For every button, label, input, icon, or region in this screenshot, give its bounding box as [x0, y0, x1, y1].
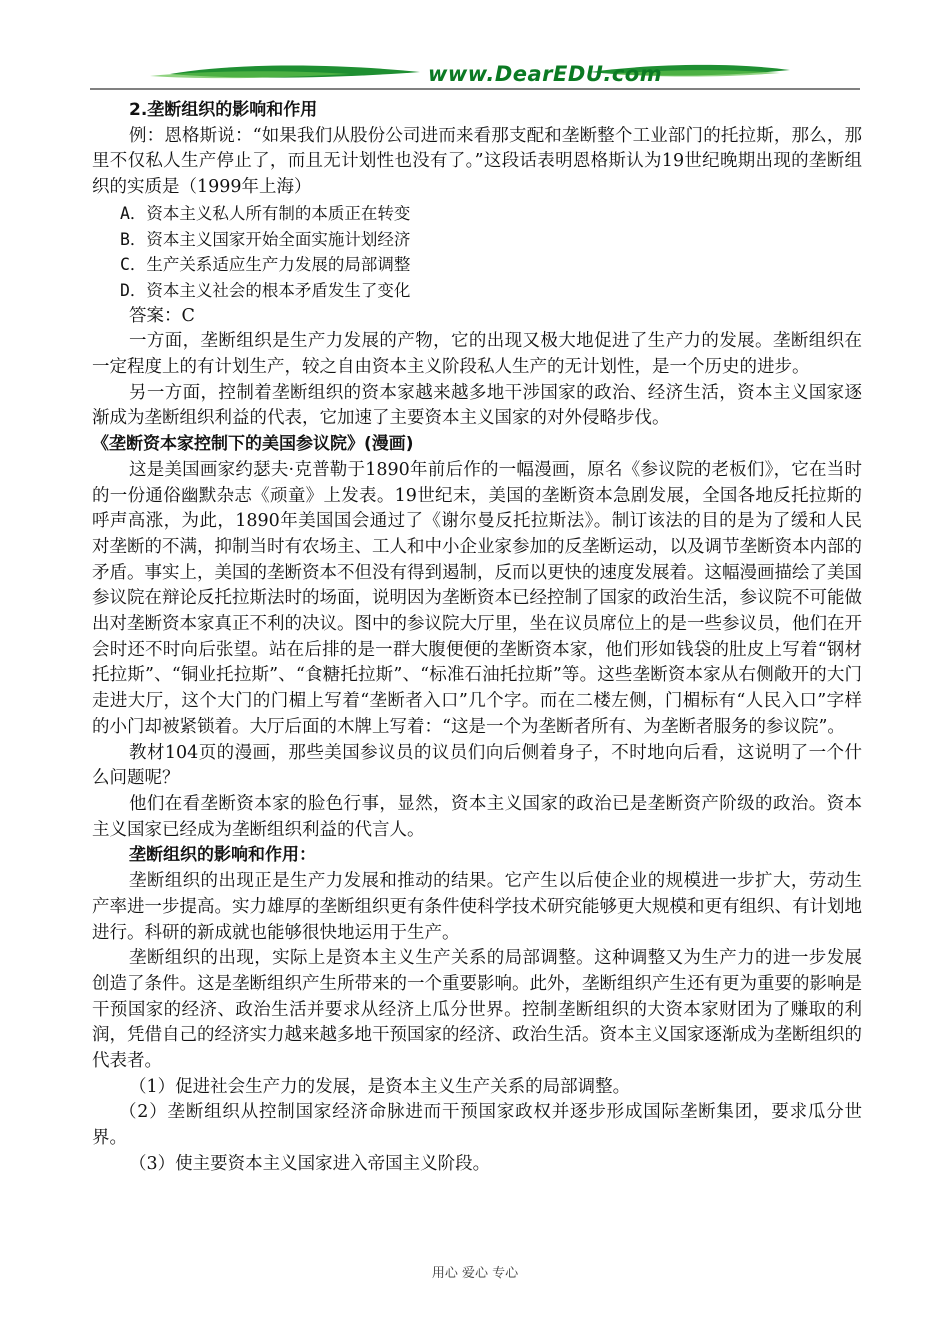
- summary-point-2: （2）垄断组织从控制国家经济命脉进而干预国家政权并逐步形成国际垄断集团，要求瓜分世界。: [92, 1102, 862, 1149]
- summary-point-1: （1）促进社会生产力的发展，是资本主义生产关系的局部调整。: [129, 1076, 631, 1097]
- paragraph-other-side: 另一方面，控制着垄断组织的资本家越来越多地干涉国家的政治、经济生活，资本主义国家逐渐成为垄断组织利益的代表，它加速了主要资本主义国家的对外侵略步伐。: [92, 382, 862, 429]
- cartoon-description: 这是美国画家约瑟夫·克普勒于1890年前后作的一幅漫画，原名《参议院的老板们》，它在当时的一份通俗幽默杂志《顽童》上发表。19世纪末，美国的垄断资本急剧发展，全国各地反托拉斯的呼声高涨，为此，1890年美国国会通过了《谢尔曼反托拉斯法》。制订该法的目的是为了缓和人民对垄断的不满，抑制当时有农场主、工人和中小企业家参加的反垄断运动，以及调节垄断资本内部的矛盾。事实上，美国的垄断资本不但没有得到遏制，反而以更快的速度发展着。这幅漫画描绘了美国参议院在辩论反托拉斯法时的场面，说明因为垄断资本已经控制了国家的政治生活，参议院不可能做出对垄断资本家真正不利的决议。图中的参议院大厅里，坐在议员席位上的是一些参议员，他们在开会时还不时向后张望。站在后排的是一群大腹便便的垄断资本家，他们形如钱袋的肚皮上写着“钢材托拉斯”、“铜业托拉斯”、“食糖托拉斯”、“标准石油托拉斯”等。这些垄断资本家从右侧敞开的大门走进大厅，这个大门的门楣上写着“垄断者入口”几个字。而在二楼左侧，门楣标有“人民入口”字样的小门却被紧锁着。大厅后面的木牌上写着：“这是一个为垄断者所有、为垄断者服务的参议院”。: [92, 459, 862, 737]
- answer: 答案：C: [129, 305, 195, 326]
- influence-paragraph-1: 垄断组织的出现正是生产力发展和推动的结果。它产生以后使企业的规模进一步扩大，劳动生产率进一步提高。实力雄厚的垄断组织更有条件使科学技术研究能够更大规模和更有组织、有计划地进行。科研的新成就也能够很快地运用于生产。: [92, 871, 862, 943]
- textbook-answer: 他们在看垄断资本家的脸色行事，显然，资本主义国家的政治已是垄断资产阶级的政治。资本主义国家已经成为垄断组织利益的代言人。: [92, 793, 862, 840]
- influence-paragraph-2: 垄断组织的出现，实际上是资本主义生产关系的局部调整。这种调整又为生产力的进一步发展创造了条件。这是垄断组织产生所带来的一个重要影响。此外，垄断组织产生还有更为重要的影响是干预国家的经济、政治生活并要求从经济上瓜分世界。控制垄断组织的大资本家财团为了赚取的利润，凭借自己的经济实力越来越多地干预国家的经济、政治生活。资本主义国家逐渐成为垄断组织的代表者。: [92, 948, 862, 1072]
- textbook-question: 教材104页的漫画，那些美国参议员的议员们向后侧着身子，不时地向后看，这说明了一个什么问题呢？: [92, 742, 862, 789]
- document-body: [92, 98, 862, 1178]
- option-b: B．资本主义国家开始全面实施计划经济: [120, 229, 411, 249]
- page-header: [90, 52, 860, 92]
- example-question: 例：恩格斯说：“如果我们从股份公司进而来看那支配和垄断整个工业部门的托拉斯，那么，那里不仅私人生产停止了，而且无计划性也没有了。”这段话表明恩格斯认为19世纪晚期出现的垄断组织的实质是（1999年上海）: [92, 125, 862, 198]
- paragraph-one-side: 一方面，垄断组织是生产力发展的产物，它的出现又极大地促进了生产力的发展。垄断组织在一定程度上的有计划生产，较之自由资本主义阶段私人生产的无计划性，是一个历史的进步。: [92, 331, 862, 378]
- option-a: A．资本主义私人所有制的本质正在转变: [120, 203, 411, 223]
- option-c: C．生产关系适应生产力发展的局部调整: [120, 255, 411, 275]
- site-logo-text: www.DearEDU.com: [428, 62, 663, 86]
- summary-point-3: （3）使主要资本主义国家进入帝国主义阶段。: [129, 1153, 491, 1174]
- option-d: D．资本主义社会的根本矛盾发生了变化: [120, 280, 411, 300]
- page-footer: 用心 爱心 专心: [431, 1266, 519, 1281]
- cartoon-heading: 《垄断资本家控制下的美国参议院》(漫画): [92, 434, 414, 455]
- influence-heading: 垄断组织的影响和作用：: [129, 845, 316, 866]
- section-heading: 2.垄断组织的影响和作用: [129, 100, 318, 120]
